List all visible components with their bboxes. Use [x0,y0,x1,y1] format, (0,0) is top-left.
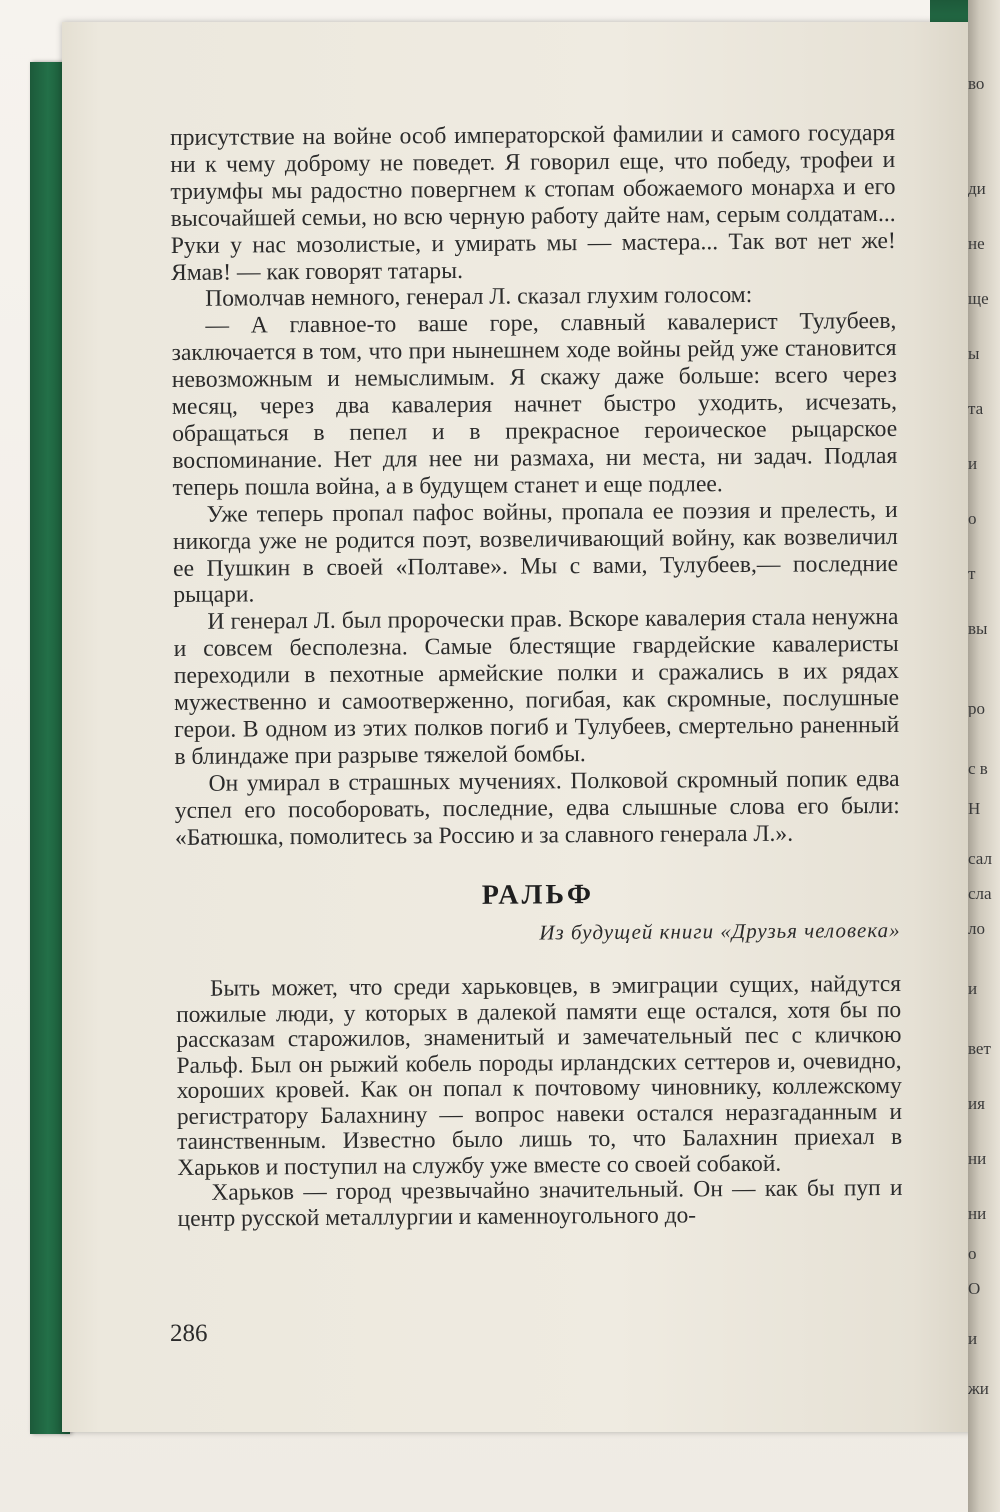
paragraph: Быть может, что среди харьковцев, в эмиграции сущих, найдутся пожилые люди, у которых в далекой памяти еще остался, хотя бы по рассказам старожилов, знаменитый и замечательный пес с кличкою Ральф. Был он рыжий кобель породы ирландских сеттеров и, очевидно, хороших кровей. Как он попал к почтовому чиновнику, коллежскому регистратору Балахнину — вопрос навеки остался неразгаданным и таинственным. Известно было лишь то, что Балахнин приехал в Харьков и поступил на службу уже вместе со своей собакой. [176,971,903,1181]
paragraph: Помолчав немного, генерал Л. сказал глухим голосом: [205,282,753,313]
adjacent-page [968,0,1000,1512]
adjacent-page-fragment: ро [968,700,985,717]
adjacent-page-fragment: с в [968,760,988,777]
adjacent-page-fragment: Н [968,800,981,817]
paragraph: — А главное-то ваше горе, славный кавалерист Тулубеев, заключается в том, что при нынешнем ходе войны рейд уже становится невозможным и немыслимым. Я скажу даже больше: всего через месяц, через два кавалерия начнет быстро уходить, исчезать, обращаться в пепел и в прекрасное героическое рыцарское воспоминание. Нет для нее ни размаха, ни места, ни задач. Подлая теперь пошла война, а в будущем станет и еще подлее. [171,308,898,501]
adjacent-page-fragment: и [968,455,978,472]
page-number: 286 [170,1320,208,1347]
adjacent-page-fragment: сал [968,850,992,867]
adjacent-page-fragment: сла [968,885,992,902]
adjacent-page-fragment: ни [968,1150,987,1167]
adjacent-page-fragment: о [968,510,977,527]
paragraph: Он умирал в страшных мучениях. Полковой скромный попик едва успел его пособоровать, последние, едва слышные слова его были: «Батюшка, помолитесь за Россию и за славного генерала Л.». [174,765,900,851]
adjacent-page-fragment: ще [968,290,989,307]
adjacent-page-fragment: и [968,1330,978,1347]
paragraph: И генерал Л. был пророчески прав. Вскоре кавалерия стала ненужна и совсем бесполезна. Самые блестящие гвардейские кавалеристы переходили в пехотные армейские полки и сражались в их рядах мужественно и самоотверженно, погибая, как скромные, послушные герои. В одном из этих полков погиб и Тулубеев, смертельно раненный в блиндаже при разрыве тяжелой бомбы. [173,604,900,770]
adjacent-page-fragment: не [968,235,985,252]
adjacent-page-fragment: ло [968,920,985,937]
adjacent-page-fragment: та [968,400,984,417]
chapter-title: РАЛЬФ [481,879,595,912]
page-text-block [170,120,903,1232]
adjacent-page-fragment: во [968,75,985,92]
adjacent-page-fragment: о [968,1245,977,1262]
adjacent-page-fragment: вет [968,1040,991,1057]
adjacent-page-fragment: ия [968,1095,985,1112]
adjacent-page-fragment: О [968,1280,981,1297]
adjacent-page-fragment: и [968,980,978,997]
paragraph: присутствие на войне особ императорской фамилии и самого государя ни к чему доброму не поведет. Я говорил еще, что победу, трофеи и триумфы мы радостно повергнем к стопам обожаемого монарха и его высочайшей семьи, но всю черную работу дайте нам, серым солдатам... Руки у нас мозолистые, и умирать мы — мастера... Так вот нет же! Ямав! — как говорят татары. [170,119,896,286]
adjacent-page-fragment: т [968,565,976,582]
adjacent-page-fragment: ди [968,180,986,197]
paragraph: Харьков — город чрезвычайно значительный. Он — как бы пуп и центр русской металлургии и каменноугольного до- [177,1175,903,1232]
chapter-subtitle: Из будущей книги «Друзья человека» [539,918,901,945]
paragraph: Уже теперь пропал пафос войны, пропала ее поэзия и прелесть, и никогда уже не родится поэт, возвеличивающий войну, как возвеличил ее Пушкин в своей «Полтаве». Мы с вами, Тулубеев,— последние рыцари. [172,496,899,609]
adjacent-page-fragment: жи [968,1380,989,1397]
adjacent-page-fragment: вы [968,620,988,637]
adjacent-page-fragment: ни [968,1205,987,1222]
adjacent-page-fragment: ы [968,345,980,362]
